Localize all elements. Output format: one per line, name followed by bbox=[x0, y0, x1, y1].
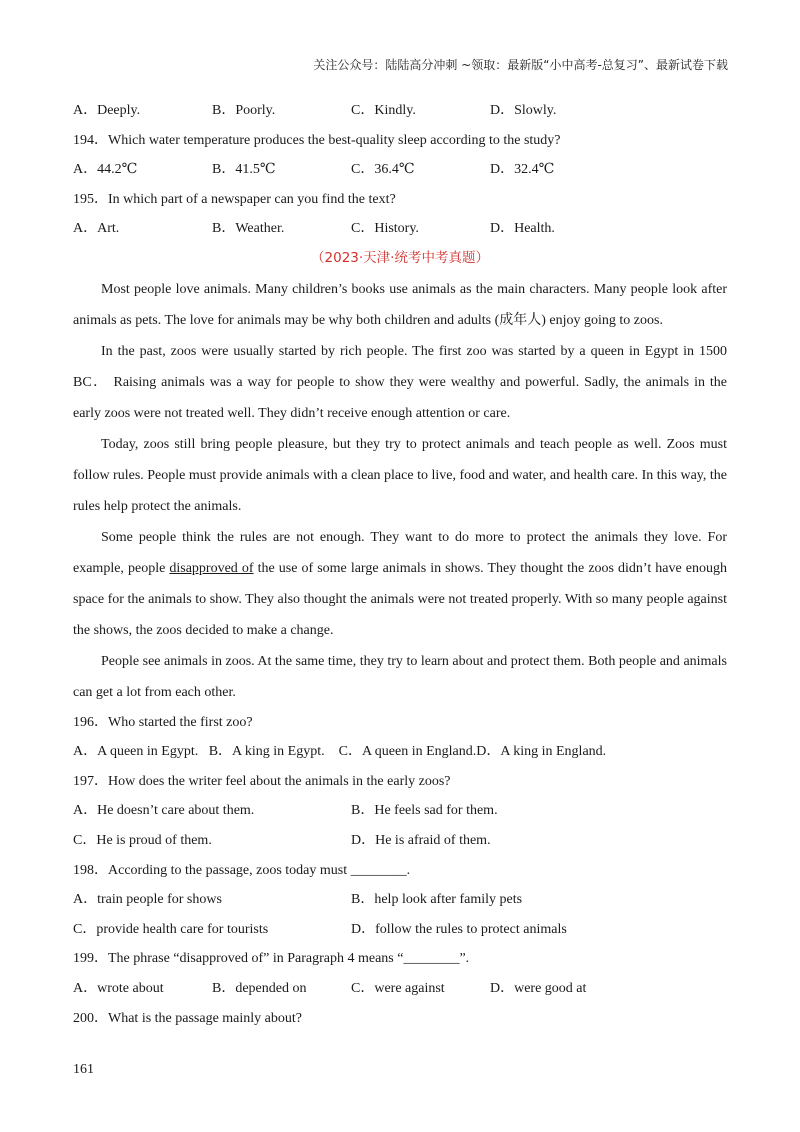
passage-paragraph-3: Today, zoos still bring people pleasure, but they try to protect animals and teach people as well. Zoos must follow rules. People must provide animals with a clean place to live, food and water, and health care. In this way, the rules help protect the animals. bbox=[73, 436, 727, 514]
q199-option-d: D．were good at bbox=[490, 980, 587, 996]
q199-option-b: B．depended on bbox=[212, 980, 307, 996]
q197-options-row-2 bbox=[73, 826, 727, 856]
q196-option-d: D．A king in England. bbox=[476, 744, 607, 760]
page-header: 关注公众号：陆陆高分冲刺 ~领取：最新版“小中高考-总复习”、最新试卷下载 bbox=[313, 58, 728, 72]
q199-stem: 199．The phrase “disapproved of” in Paragraph 4 means “________”. bbox=[73, 951, 470, 967]
q193-option-d: D．Slowly. bbox=[490, 103, 557, 118]
q195-option-a: A．Art. bbox=[73, 221, 120, 237]
q193-option-c: C．Kindly. bbox=[351, 103, 416, 118]
q199-option-c: C．were against bbox=[351, 980, 445, 996]
q197-option-d: D．He is afraid of them. bbox=[351, 832, 491, 848]
q198-option-b: B．help look after family pets bbox=[351, 892, 523, 908]
q195-stem: 195．In which part of a newspaper can you find the text? bbox=[73, 191, 396, 207]
q193-option-b: B．Poorly. bbox=[212, 103, 276, 118]
p4-text-after: the use of some large animals in shows. They thought the zoos didn’t have enough space for the animals to show. They also thought the animals were not treated properly. With so many people against the shows, the zoos decided to make a change. bbox=[73, 560, 727, 638]
q197-options-row-1 bbox=[73, 796, 727, 826]
q193-option-a: A．Deeply. bbox=[73, 103, 141, 118]
q197-stem: 197．How does the writer feel about the animals in the early zoos? bbox=[73, 773, 451, 789]
q197-option-a: A．He doesn’t care about them. bbox=[73, 803, 255, 819]
q194-option-d: D．32.4℃ bbox=[490, 162, 555, 178]
q198-options-row-1 bbox=[73, 885, 727, 915]
q198-option-c: C．provide health care for tourists bbox=[73, 921, 269, 937]
q198-option-d: D．follow the rules to protect animals bbox=[351, 921, 567, 937]
q196-option-a: A．A queen in Egypt. bbox=[73, 744, 199, 760]
passage-paragraph-2: In the past, zoos were usually started by rich people. The first zoo was started by a queen in Egypt in 1500 BC． Raising animals was a way for people to show they were wealthy and powerful. Sadly, the animals in the early zoos were not treated well. They didn’t receive enough attention or care. bbox=[73, 343, 727, 421]
q197-option-c: C．He is proud of them. bbox=[73, 832, 212, 848]
q196-option-c: C．A queen in England. bbox=[338, 744, 477, 760]
q197-option-b: B．He feels sad for them. bbox=[351, 803, 498, 819]
q195-options bbox=[73, 214, 727, 244]
q194-stem: 194．Which water temperature produces the best-quality sleep according to the study? bbox=[73, 132, 561, 148]
source-label: （2023·天津·统考中考真题） bbox=[311, 249, 489, 266]
q196-stem: 196．Who started the first zoo? bbox=[73, 714, 253, 730]
q196-options bbox=[73, 737, 727, 767]
q199-options bbox=[73, 974, 727, 1004]
q198-options-row-2 bbox=[73, 915, 727, 945]
q195-option-d: D．Health. bbox=[490, 221, 555, 237]
page-number: 161 bbox=[73, 1062, 94, 1077]
q194-option-c: C．36.4℃ bbox=[351, 162, 415, 178]
p4-underlined-phrase: disapproved of bbox=[169, 560, 254, 576]
q195-option-b: B．Weather. bbox=[212, 221, 285, 237]
q198-option-a: A．train people for shows bbox=[73, 892, 222, 908]
q199-option-a: A．wrote about bbox=[73, 980, 164, 996]
q194-option-a: A．44.2℃ bbox=[73, 162, 138, 178]
q200-stem: 200．What is the passage mainly about? bbox=[73, 1010, 302, 1026]
passage-paragraph-1: Most people love animals. Many children’s books use animals as the main characters. Many people look after animals as pets. The love for animals may be why both children and adults (成年人) enjoy going to zoos. bbox=[73, 281, 727, 328]
q196-option-b: B．A king in Egypt. bbox=[208, 744, 325, 760]
document-body bbox=[73, 96, 727, 1033]
q193-options bbox=[73, 96, 727, 126]
q198-stem: 198．According to the passage, zoos today must ________. bbox=[73, 862, 411, 878]
q194-option-b: B．41.5℃ bbox=[212, 162, 276, 178]
q195-option-c: C．History. bbox=[351, 221, 419, 237]
p4-text-before: Some people think the rules are not enough. They want to do more to protect the animals they love. For example, people bbox=[73, 529, 727, 576]
passage-paragraph-4 bbox=[73, 522, 727, 646]
passage-paragraph-5: People see animals in zoos. At the same time, they try to learn about and protect them. Both people and animals can get a lot from each other. bbox=[73, 653, 727, 700]
q194-options bbox=[73, 155, 727, 185]
